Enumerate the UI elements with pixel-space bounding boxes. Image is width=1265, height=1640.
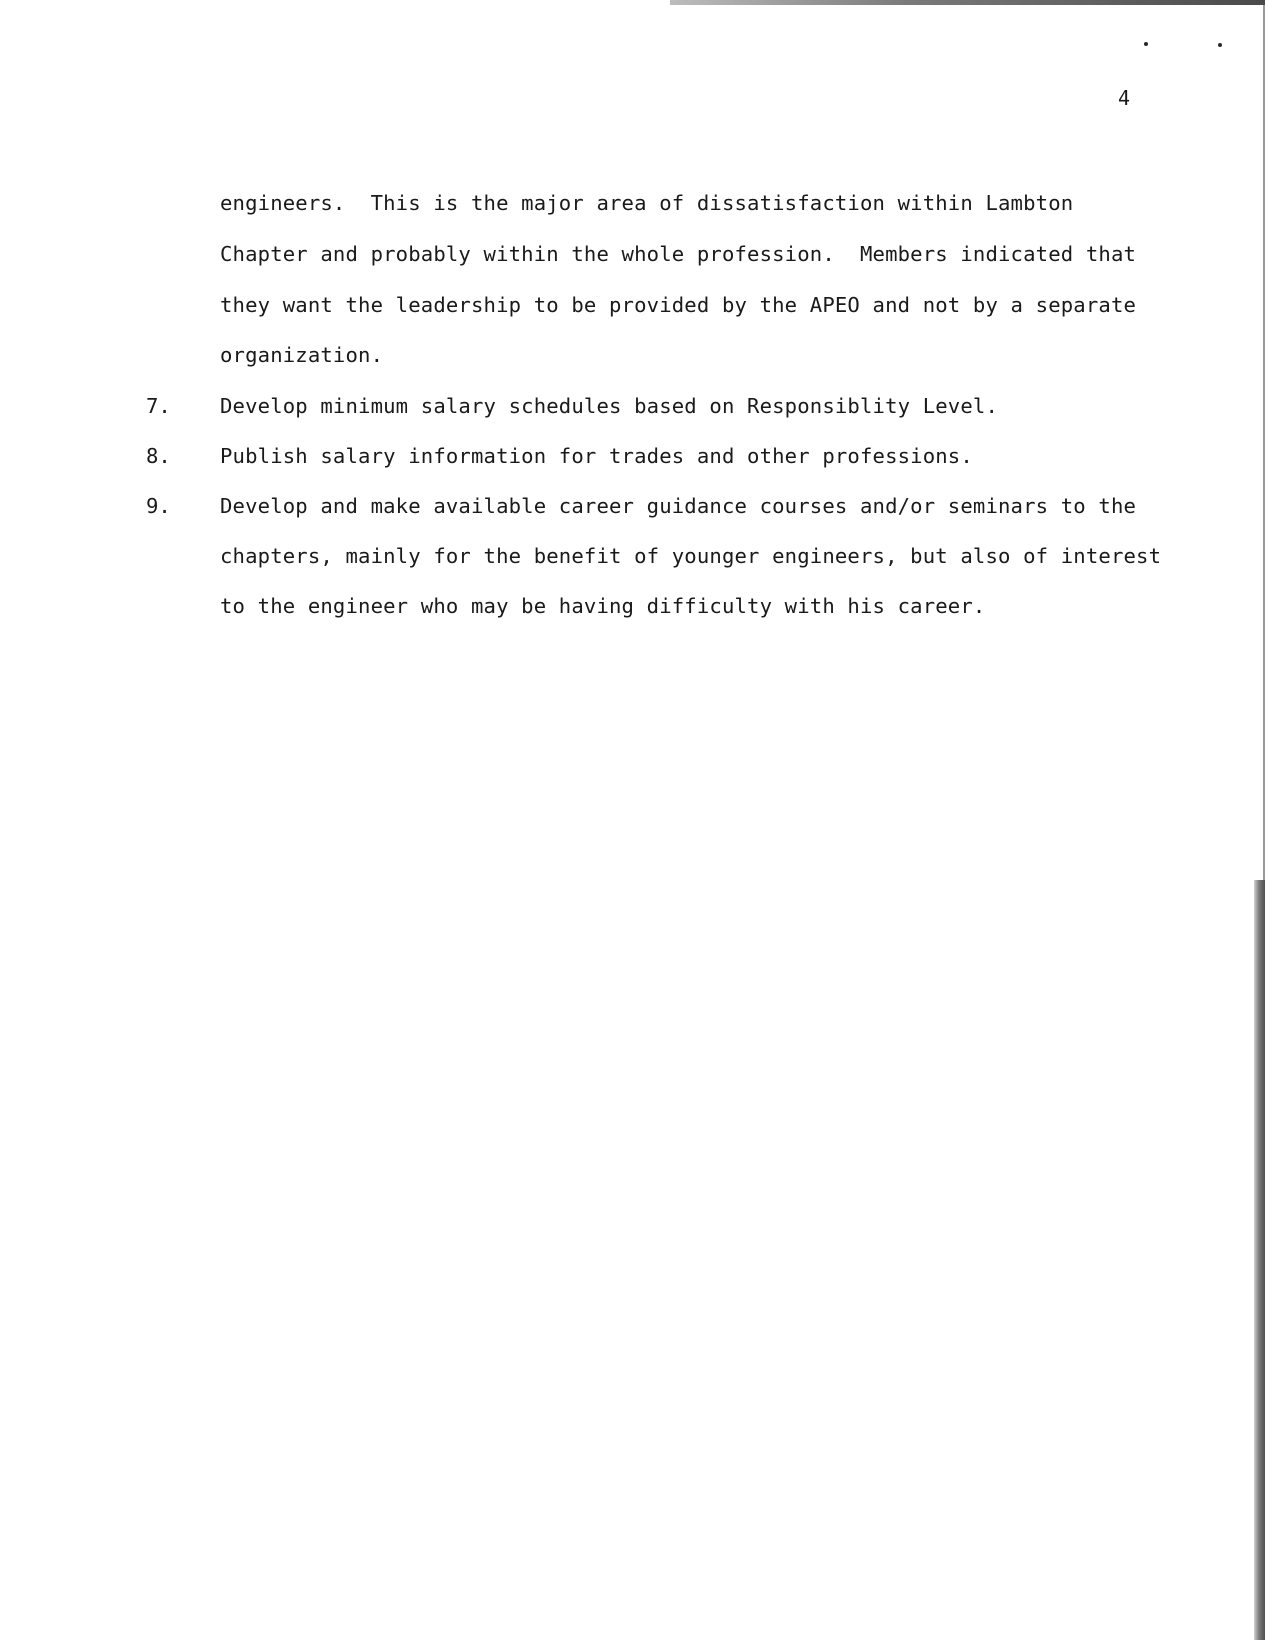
scan-speck [1144, 42, 1148, 46]
list-item-number: 8. [146, 444, 171, 468]
paragraph-line: engineers. This is the major area of dissatisfaction within Lambton [220, 191, 1074, 215]
list-item-line: chapters, mainly for the benefit of younger engineers, but also of interest [220, 544, 1162, 568]
scan-speck [1218, 43, 1222, 47]
page-number: 4 [1118, 86, 1131, 110]
paragraph-line: they want the leadership to be provided by the APEO and not by a separate [220, 293, 1137, 317]
scan-top-edge [670, 0, 1265, 5]
list-item-line: Develop minimum salary schedules based on Responsiblity Level. [220, 394, 999, 418]
list-item-line: Publish salary information for trades and other professions. [220, 444, 973, 468]
paragraph-line: Chapter and probably within the whole profession. Members indicated that [220, 242, 1137, 266]
list-item-number: 7. [146, 394, 171, 418]
scan-right-edge [1254, 880, 1265, 1640]
list-item-line: to the engineer who may be having difficulty with his career. [220, 594, 986, 618]
list-item-line: Develop and make available career guidance courses and/or seminars to the [220, 494, 1137, 518]
paragraph-line: organization. [220, 343, 384, 367]
list-item-number: 9. [146, 494, 171, 518]
